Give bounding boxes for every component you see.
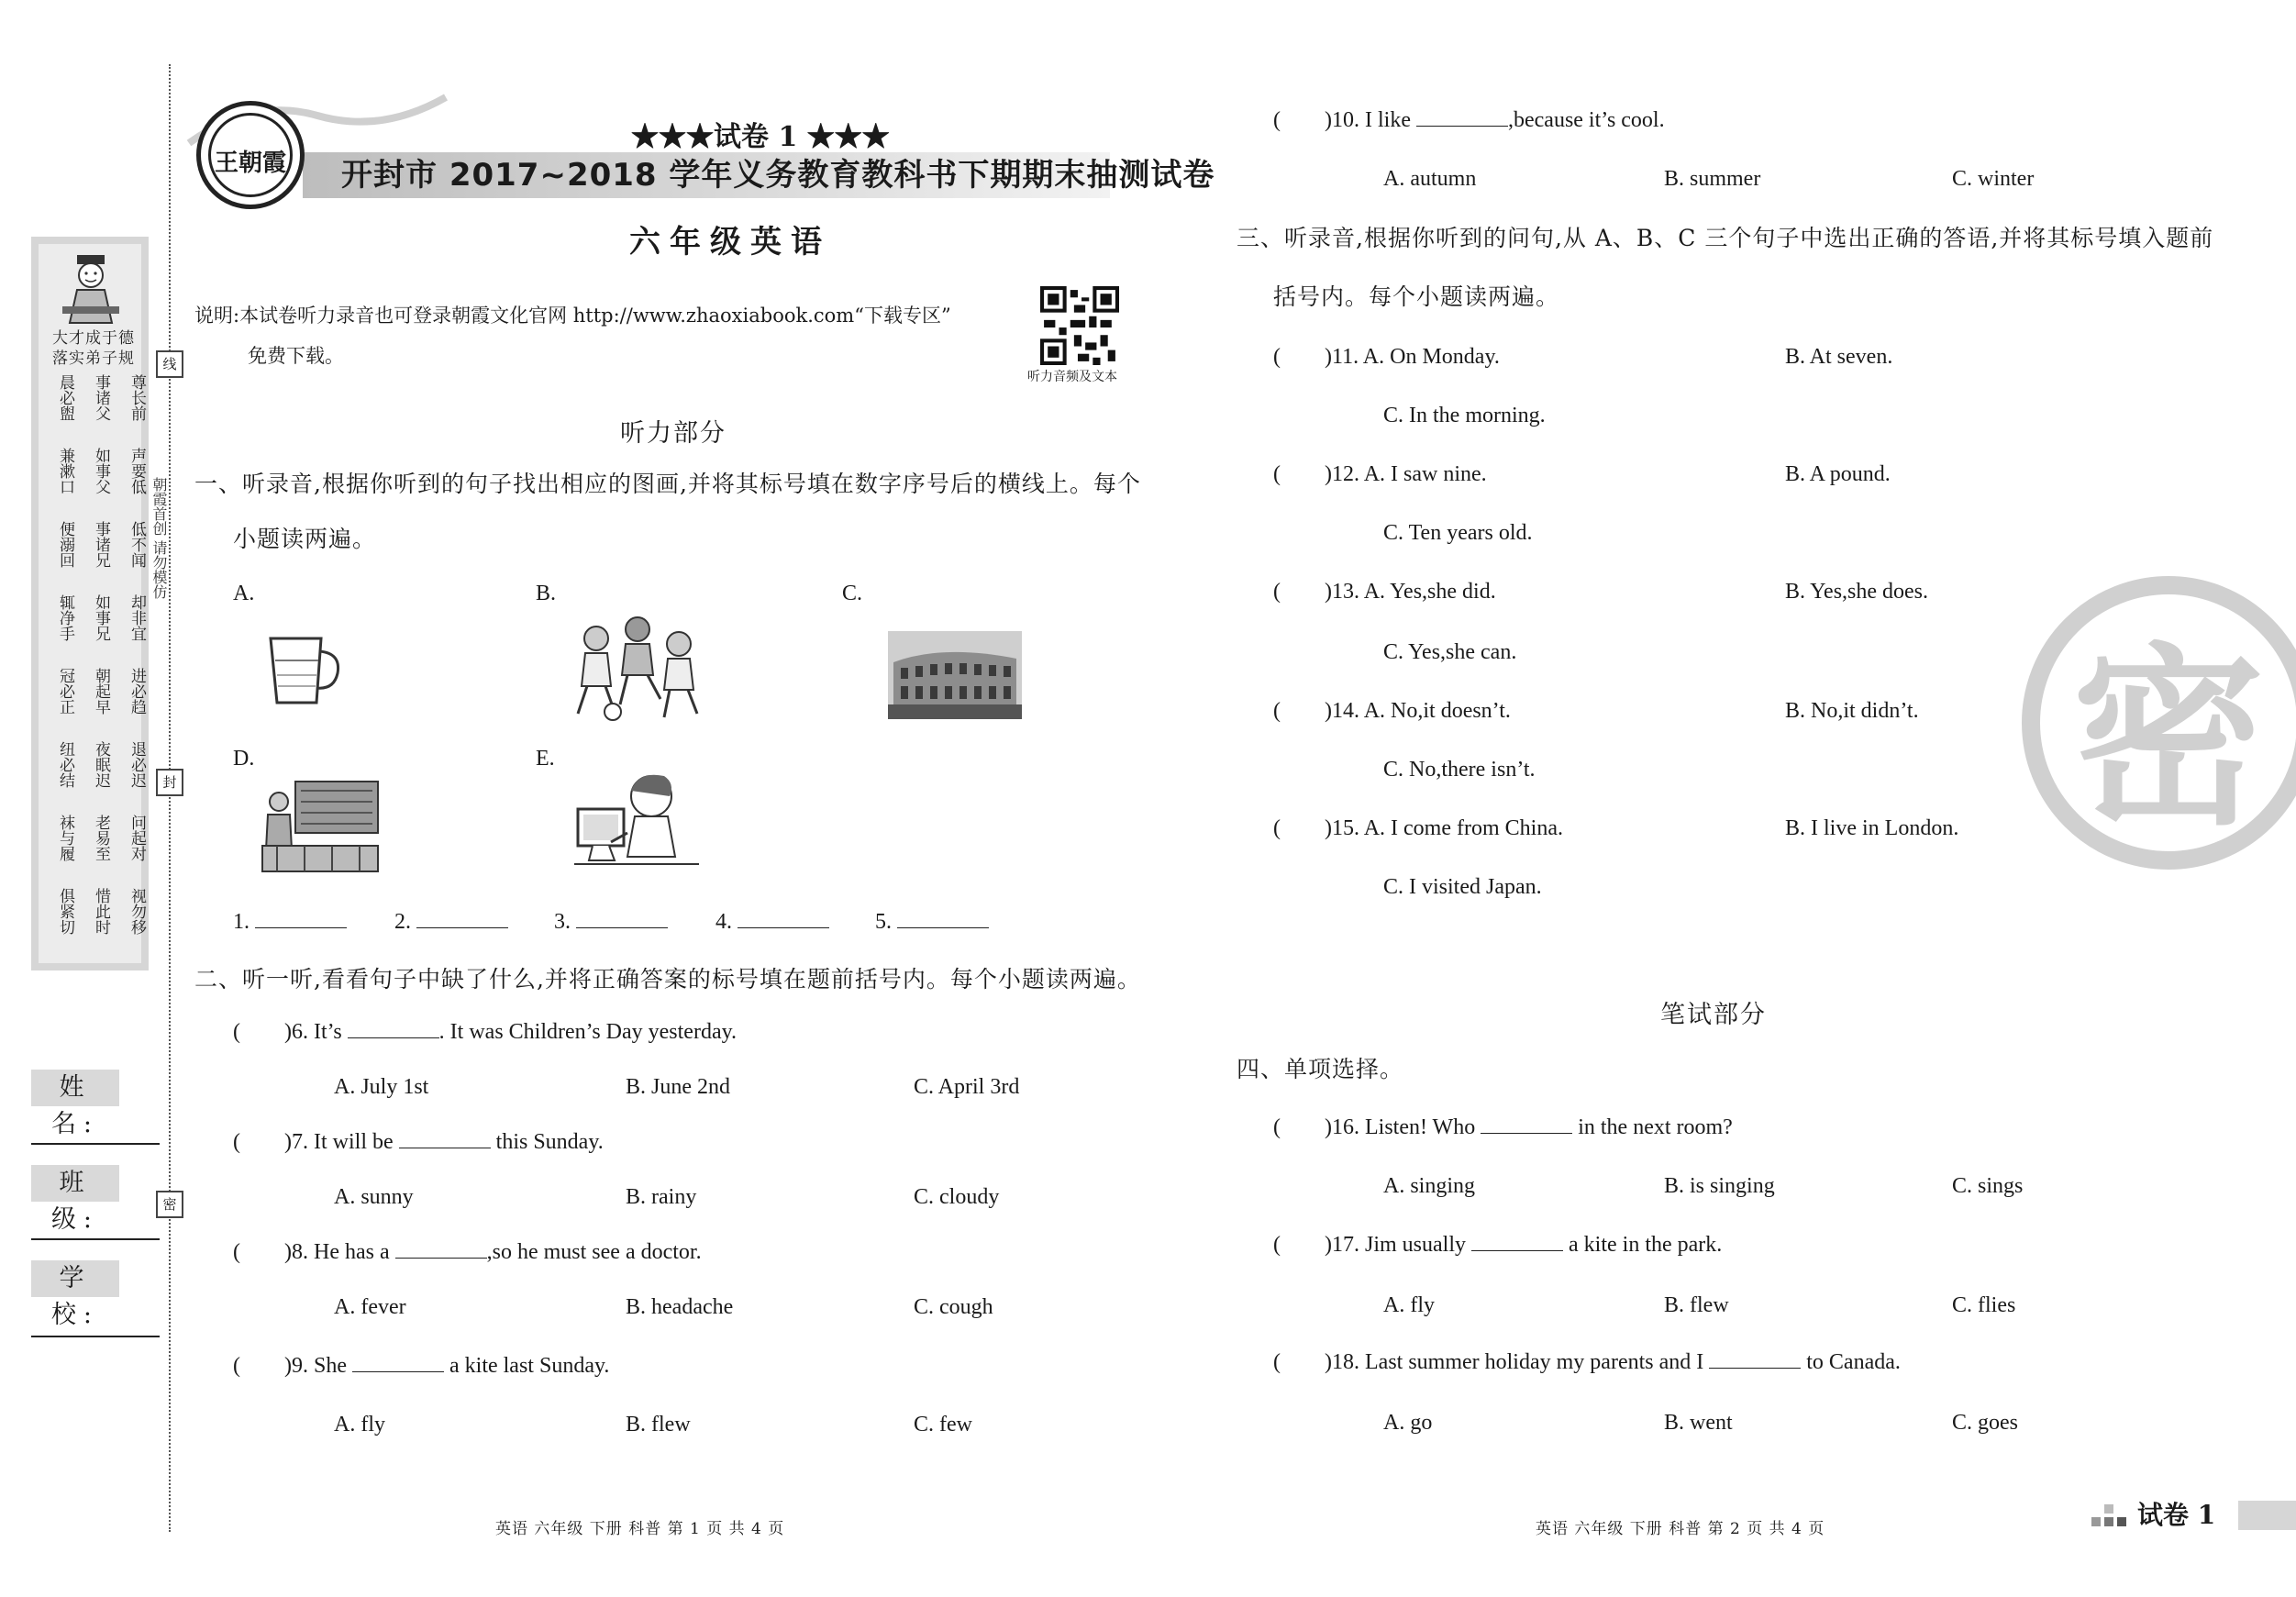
watermark-char: 密 — [2071, 627, 2265, 851]
part3-instruction — [1237, 209, 2213, 327]
option-b[interactable]: B. June 2nd — [626, 1075, 730, 1099]
verse-text: 声要低 — [128, 448, 146, 494]
verse-block — [55, 815, 147, 861]
answer-slot-number: 2. — [394, 910, 411, 934]
verse-block — [55, 668, 147, 715]
question-number: )17. — [1325, 1233, 1359, 1257]
picture-label-c: C. — [842, 582, 863, 605]
option-c[interactable]: C. No,there isn’t. — [1383, 758, 1536, 782]
question-6 — [233, 1020, 737, 1045]
verse-text: 如事父 — [92, 448, 110, 494]
option-b[interactable]: B. I live in London. — [1785, 816, 1959, 840]
answer-slot-number: 3. — [554, 910, 571, 934]
listening-section-title: 听力部分 — [620, 419, 727, 448]
cup-icon — [266, 629, 349, 712]
writing-section-title: 笔试部分 — [1660, 1001, 1767, 1029]
paper-number: ★★★试卷 1 ★★★ — [631, 121, 890, 153]
option-a[interactable]: A. sunny — [334, 1185, 414, 1209]
corner-tag-label: 试卷 1 — [2137, 1500, 2216, 1530]
verse-text: 兼漱口 — [56, 448, 74, 494]
question-text: It will be — [314, 1130, 394, 1154]
option-b[interactable]: B. went — [1664, 1411, 1733, 1435]
picture-label-a: A. — [233, 582, 255, 605]
option-b[interactable]: B. No,it didn’t. — [1785, 699, 1919, 723]
question-text: He has a — [314, 1240, 390, 1264]
verse-text: 却非宜 — [128, 594, 146, 641]
motto-panel — [31, 237, 149, 970]
verse-text: 冠必正 — [56, 668, 74, 715]
question-11 — [1273, 345, 2191, 370]
answer-paren[interactable]: ( — [1273, 816, 1281, 840]
question-text: ,because it’s cool. — [1507, 108, 1665, 132]
question-text: to Canada. — [1806, 1350, 1901, 1374]
verse-block — [55, 448, 147, 494]
verse-block — [55, 521, 147, 568]
picture-label-b: B. — [536, 582, 557, 605]
verse-text: 晨必盥 — [56, 374, 74, 421]
question-number: )13. — [1325, 580, 1359, 604]
question-text: ,so he must see a doctor. — [486, 1240, 702, 1264]
option-c[interactable]: C. flies — [1952, 1293, 2016, 1317]
question-17 — [1273, 1233, 1722, 1258]
verse-text: 惜此时 — [92, 888, 110, 935]
exam-title: 开封市 2017~2018 学年义务教育教科书下期期末抽测试卷 — [341, 157, 1215, 194]
part3-instruction-line-1: 三、听录音,根据你听到的问句,从 A、B、C 三个句子中选出正确的答语,并将其标号填入题前 — [1237, 225, 2214, 251]
option-c[interactable]: C. few — [914, 1413, 972, 1436]
vertical-note: 朝霞首创 请勿模仿 — [150, 477, 168, 600]
option-b[interactable]: B. At seven. — [1785, 345, 1893, 369]
option-b[interactable]: B. headache — [626, 1295, 734, 1319]
verse-text: 夜眠迟 — [92, 741, 110, 788]
binding-stamp-seal: 封 — [156, 769, 183, 796]
verse-text: 低不闻 — [128, 521, 146, 568]
answer-slot-number: 5. — [875, 910, 892, 934]
part1-instruction-line-2: 小题读两遍。 — [233, 526, 377, 552]
verse-text: 纽必结 — [56, 741, 74, 788]
answer-paren[interactable]: ( — [1273, 1115, 1281, 1139]
dots-decoration-icon — [2091, 1504, 2132, 1528]
school-label: 学 校: — [31, 1260, 119, 1297]
option-c[interactable]: C. cough — [914, 1295, 993, 1319]
scholar-figure-icon — [57, 251, 125, 327]
question-text: She — [314, 1354, 347, 1378]
answer-paren[interactable]: ( — [1273, 345, 1281, 369]
verse-text: 袜与履 — [56, 815, 74, 861]
part3-instruction-line-2: 括号内。每个小题读两遍。 — [1273, 283, 1560, 310]
binding-stamp-secret: 密 — [156, 1191, 183, 1218]
binding-stamp-line: 线 — [156, 350, 183, 378]
corner-paper-tag — [2091, 1497, 2296, 1534]
question-blank — [352, 1371, 444, 1372]
part4-instruction: 四、单项选择。 — [1237, 1056, 1404, 1082]
note-line-1: 说明:本试卷听力录音也可登录朝霞文化官网 http://www.zhaoxiabook.com“下载专区” — [194, 305, 951, 327]
option-a[interactable]: A. go — [1383, 1411, 1433, 1435]
option-a[interactable]: A. July 1st — [334, 1075, 429, 1099]
answer-slot[interactable] — [875, 910, 1037, 935]
verse-text: 进必趋 — [128, 668, 146, 715]
answer-slot[interactable] — [394, 910, 554, 935]
class-field[interactable] — [31, 1238, 160, 1240]
option-a[interactable]: A. On Monday. — [1362, 345, 1500, 369]
option-a[interactable]: A. fly — [1383, 1293, 1435, 1317]
part1-instruction — [194, 457, 1141, 567]
question-blank — [1481, 1133, 1572, 1134]
colosseum-icon — [888, 631, 1022, 719]
verse-text: 视勿移 — [128, 888, 146, 935]
left-page-footer: 英语 六年级 下册 科普 第 1 页 共 4 页 — [495, 1520, 785, 1538]
option-c[interactable]: C. goes — [1952, 1411, 2018, 1435]
option-b[interactable]: B. Yes,she does. — [1785, 580, 1929, 604]
verse-block — [55, 594, 147, 641]
verse-text: 事诸兄 — [92, 521, 110, 568]
option-b[interactable]: B. flew — [626, 1413, 691, 1436]
question-number: )7. — [284, 1130, 308, 1154]
option-a[interactable]: A. No,it doesn’t. — [1363, 699, 1511, 723]
qr-code-icon[interactable] — [1040, 286, 1119, 365]
question-text: Last summer holiday my parents and I — [1365, 1350, 1704, 1374]
verse-text: 事诸父 — [92, 374, 110, 421]
verse-text: 如事兄 — [92, 594, 110, 641]
option-c[interactable]: C. cloudy — [914, 1185, 1000, 1209]
children-football-icon — [569, 616, 706, 723]
question-number: )8. — [284, 1240, 308, 1264]
question-text: this Sunday. — [495, 1130, 604, 1154]
option-b[interactable]: B. summer — [1664, 167, 1761, 191]
option-c[interactable]: C. I visited Japan. — [1383, 875, 1542, 899]
question-text: It’s — [314, 1020, 342, 1044]
option-c[interactable]: C. winter — [1952, 167, 2035, 191]
answer-paren[interactable]: ( — [1273, 462, 1281, 486]
part1-instruction-line-1: 一、听录音,根据你听到的句子找出相应的图画,并将其标号填在数字序号后的横线上。每个 — [194, 471, 1141, 497]
option-c[interactable]: C. sings — [1952, 1174, 2024, 1198]
motto-line-2: 落实弟子规 — [52, 349, 135, 368]
question-text: Listen! Who — [1365, 1115, 1476, 1139]
question-number: )12. — [1325, 462, 1359, 486]
question-blank — [1416, 126, 1508, 127]
right-page-footer: 英语 六年级 下册 科普 第 2 页 共 4 页 — [1536, 1520, 1825, 1538]
verse-text: 尊长前 — [128, 374, 146, 421]
verse-text: 俱紧切 — [56, 888, 74, 935]
option-a[interactable]: A. fever — [334, 1295, 406, 1319]
question-text: I like — [1365, 108, 1411, 132]
question-18 — [1273, 1350, 1901, 1375]
verse-text: 老易至 — [92, 815, 110, 861]
part2-instruction: 二、听一听,看看句子中缺了什么,并将正确答案的标号填在题前括号内。每个小题读两遍。 — [194, 966, 1141, 993]
verse-text: 退必迟 — [128, 741, 146, 788]
brand-logo — [196, 101, 305, 209]
question-blank — [1471, 1250, 1563, 1251]
question-number: )11. — [1325, 345, 1359, 369]
answer-paren[interactable]: ( — [1273, 699, 1281, 723]
note-line-2: 免费下载。 — [248, 345, 344, 367]
answer-paren[interactable]: ( — [1273, 580, 1281, 604]
binding-dashed-line — [169, 64, 171, 1532]
option-a[interactable]: A. autumn — [1383, 167, 1477, 191]
question-text: a kite in the park. — [1569, 1233, 1723, 1257]
answer-slot[interactable] — [554, 910, 715, 935]
question-8 — [233, 1240, 702, 1265]
answer-paren[interactable]: ( — [1273, 108, 1281, 132]
answer-paren[interactable]: ( — [233, 1240, 240, 1264]
verse-text: 便溺回 — [56, 521, 74, 568]
answer-paren[interactable]: ( — [233, 1020, 240, 1044]
option-a[interactable]: A. fly — [334, 1413, 385, 1436]
option-c[interactable]: C. In the morning. — [1383, 404, 1546, 427]
answer-paren[interactable]: ( — [233, 1354, 240, 1378]
answer-slot-number: 1. — [233, 910, 250, 934]
question-7 — [233, 1130, 604, 1155]
option-a[interactable]: A. Yes,she did. — [1363, 580, 1496, 604]
boy-computer-icon — [574, 769, 699, 871]
picture-label-e: E. — [536, 747, 555, 771]
verse-text: 问起对 — [128, 815, 146, 861]
question-number: )16. — [1325, 1115, 1359, 1139]
question-text: in the next room? — [1578, 1115, 1733, 1139]
question-number: )10. — [1325, 108, 1359, 132]
question-12 — [1273, 462, 2191, 487]
question-number: )9. — [284, 1354, 308, 1378]
answer-slot[interactable] — [715, 910, 875, 935]
option-a[interactable]: A. I come from China. — [1363, 816, 1563, 840]
option-b[interactable]: B. rainy — [626, 1185, 697, 1209]
picture-label-d: D. — [233, 747, 255, 771]
subject-title: 六年级英语 — [629, 224, 831, 261]
answer-paren[interactable]: ( — [1273, 1350, 1281, 1374]
people-working-icon — [259, 778, 382, 873]
class-label: 班 级: — [31, 1165, 119, 1202]
question-blank — [1709, 1368, 1801, 1369]
question-blank — [395, 1258, 487, 1259]
option-b[interactable]: B. flew — [1664, 1293, 1729, 1317]
question-text: Jim usually — [1365, 1233, 1467, 1257]
question-number: )6. — [284, 1020, 308, 1044]
name-label: 姓 名: — [31, 1070, 119, 1106]
question-number: )14. — [1325, 699, 1359, 723]
option-b[interactable]: B. A pound. — [1785, 462, 1891, 486]
verse-block — [55, 741, 147, 788]
question-16 — [1273, 1115, 1733, 1140]
school-field[interactable] — [31, 1336, 160, 1337]
answer-slot-number: 4. — [715, 910, 732, 934]
answer-slot[interactable] — [233, 910, 394, 935]
logo-text: 王朝霞 — [214, 150, 286, 177]
answer-paren[interactable]: ( — [233, 1130, 240, 1154]
question-10 — [1273, 108, 1665, 133]
verse-text: 辄净手 — [56, 594, 74, 641]
option-a[interactable]: A. singing — [1383, 1174, 1476, 1198]
question-number: )18. — [1325, 1350, 1359, 1374]
question-text: a kite last Sunday. — [449, 1354, 610, 1378]
question-9 — [233, 1354, 609, 1379]
verse-text: 朝起早 — [92, 668, 110, 715]
option-c[interactable]: C. Ten years old. — [1383, 521, 1533, 545]
motto-line-1: 大才成于德 — [52, 329, 135, 348]
option-c[interactable]: C. Yes,she can. — [1383, 640, 1517, 664]
answer-slots — [233, 910, 1037, 935]
name-field[interactable] — [31, 1143, 160, 1145]
option-a[interactable]: A. I saw nine. — [1363, 462, 1487, 486]
answer-paren[interactable]: ( — [1273, 1233, 1281, 1257]
question-text: . It was Children’s Day yesterday. — [438, 1020, 738, 1044]
corner-tag-bar — [2238, 1501, 2296, 1530]
question-number: )15. — [1325, 816, 1359, 840]
verse-block — [55, 374, 147, 421]
question-blank — [348, 1037, 439, 1038]
confidential-watermark — [2022, 576, 2296, 870]
option-b[interactable]: B. is singing — [1664, 1174, 1775, 1198]
option-c[interactable]: C. April 3rd — [914, 1075, 1020, 1099]
verse-block — [55, 888, 147, 935]
instruction-note — [194, 295, 951, 376]
qr-caption: 听力音频及文本 — [1027, 370, 1117, 384]
